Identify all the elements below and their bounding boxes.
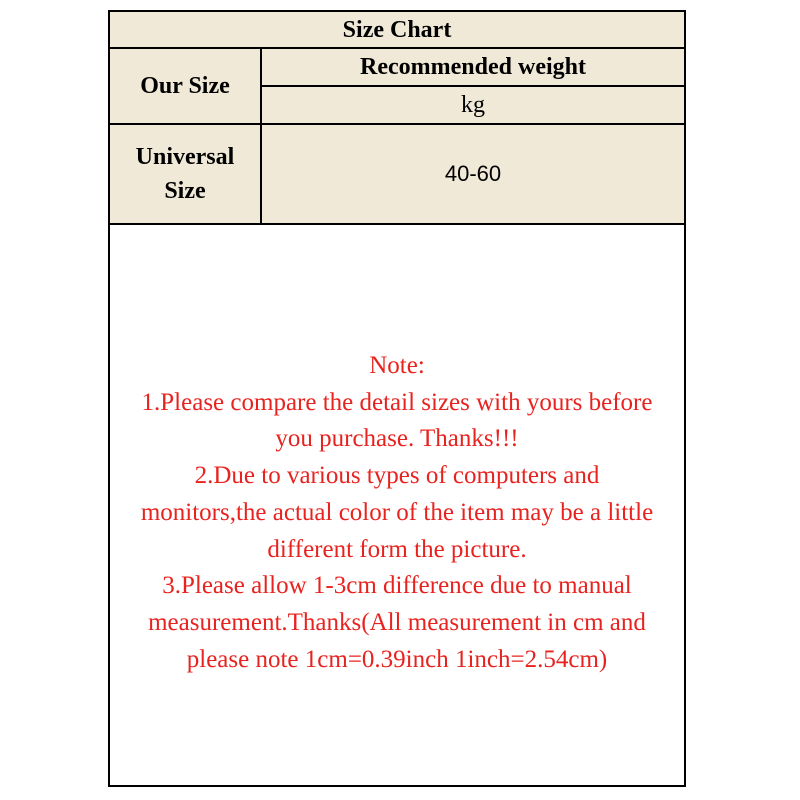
note-line: please note 1cm=0.39inch 1inch=2.54cm) [186, 645, 608, 673]
table-title: Size Chart [110, 12, 684, 48]
table-row [110, 124, 684, 224]
size-line-1: Universal [135, 144, 235, 170]
note-line: monitors,the actual color of the item may be a little [140, 498, 654, 526]
size-line-2: Size [164, 178, 206, 204]
note-line: Note: [369, 352, 425, 379]
our-size-header: Our Size [110, 48, 261, 124]
note-line: 3.Please allow 1-3cm difference due to manual [162, 572, 632, 600]
note-line: different form the picture. [267, 535, 527, 563]
recommended-weight-header: Recommended weight [261, 48, 684, 86]
size-chart-table [110, 12, 684, 225]
unit-label: kg [261, 86, 684, 124]
note-line: 1.Please compare the detail sizes with yours before [141, 388, 653, 416]
size-cell [110, 124, 261, 224]
size-chart-card [108, 10, 686, 787]
note-line: you purchase. Thanks!!! [275, 425, 519, 453]
note-text [110, 348, 684, 678]
note-line: measurement.Thanks(All measurement in cm and [148, 608, 646, 636]
weight-cell: 40-60 [261, 124, 684, 224]
note-line: 2.Due to various types of computers and [194, 462, 600, 490]
